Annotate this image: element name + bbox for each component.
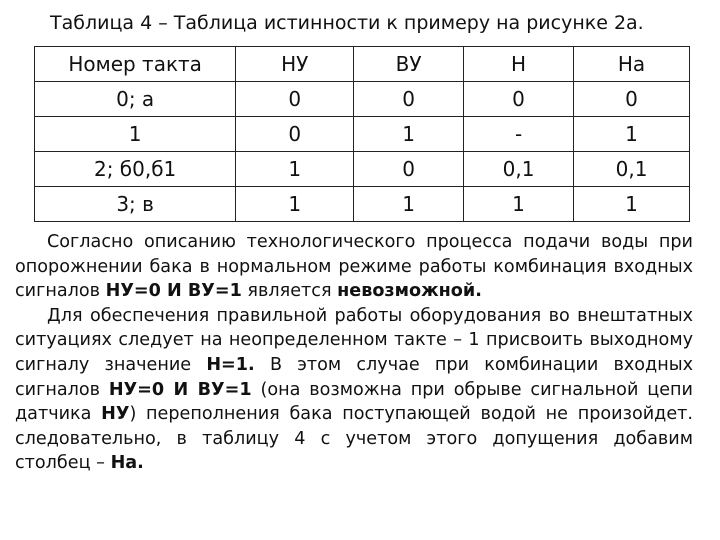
- table-cell: 3; в: [35, 187, 236, 222]
- table-cell: 1: [236, 152, 354, 187]
- table-cell: 0: [574, 82, 690, 117]
- table-cell: -: [464, 117, 574, 152]
- table-row: [35, 152, 690, 187]
- table-cell: 0; а: [35, 82, 236, 117]
- paragraph-text: является: [241, 281, 338, 302]
- header-cell-tact-number: Номер такта: [35, 47, 236, 82]
- header-cell-n: Н: [464, 47, 574, 82]
- paragraph-2: [15, 304, 693, 476]
- paragraph-text: ) переполнения бака поступающей водой не произойдет. следовательно, в таблицу 4 с учетом этого допущения добавим столбец –: [15, 404, 693, 474]
- paragraph-text: Согласно описанию технологического процесса подачи воды при опорожнении бака в нормальном режиме работы комбинация входных сигналов: [15, 232, 693, 302]
- table-cell: 1: [354, 187, 464, 222]
- paragraph-1: [15, 230, 693, 304]
- table-cell: 1: [354, 117, 464, 152]
- paragraph-text: Для обеспечения правильной работы оборудования во внештатных ситуациях следует на неопределенном такте – 1 присвоить выходному сигналу значение: [15, 305, 693, 375]
- table-cell: 1: [236, 187, 354, 222]
- paragraph-bold: невозможной.: [337, 281, 482, 302]
- paragraph-text: (она возможна при обрыве сигнальной цепи датчика: [15, 379, 693, 425]
- header-cell-nu: НУ: [236, 47, 354, 82]
- table-row: [35, 82, 690, 117]
- table-cell: 0,1: [574, 152, 690, 187]
- table-row: [35, 187, 690, 222]
- paragraph-bold: На.: [110, 453, 144, 474]
- table-row: [35, 117, 690, 152]
- body-text: [15, 230, 693, 476]
- table-cell: 1: [35, 117, 236, 152]
- table-cell: 0: [236, 82, 354, 117]
- table-caption: Таблица 4 – Таблица истинности к примеру на рисунке 2а.: [50, 12, 644, 34]
- table-cell: 1: [574, 117, 690, 152]
- header-cell-na: На: [574, 47, 690, 82]
- header-cell-vu: ВУ: [354, 47, 464, 82]
- table-cell: 0: [354, 152, 464, 187]
- table-cell: 1: [464, 187, 574, 222]
- paragraph-bold: НУ=0 И ВУ=1: [105, 281, 242, 302]
- table-cell: 0: [236, 117, 354, 152]
- paragraph-bold: Н=1.: [206, 354, 255, 375]
- paragraph-bold: НУ=0 И ВУ=1: [108, 379, 252, 400]
- table-cell: 1: [574, 187, 690, 222]
- table-cell: 2; б0,б1: [35, 152, 236, 187]
- table-header-row: [35, 47, 690, 82]
- table-cell: 0,1: [464, 152, 574, 187]
- truth-table: [34, 46, 690, 222]
- paragraph-bold: НУ: [101, 404, 130, 425]
- table-cell: 0: [354, 82, 464, 117]
- table-cell: 0: [464, 82, 574, 117]
- paragraph-text: В этом случае при комбинации входных сигналов: [15, 354, 693, 400]
